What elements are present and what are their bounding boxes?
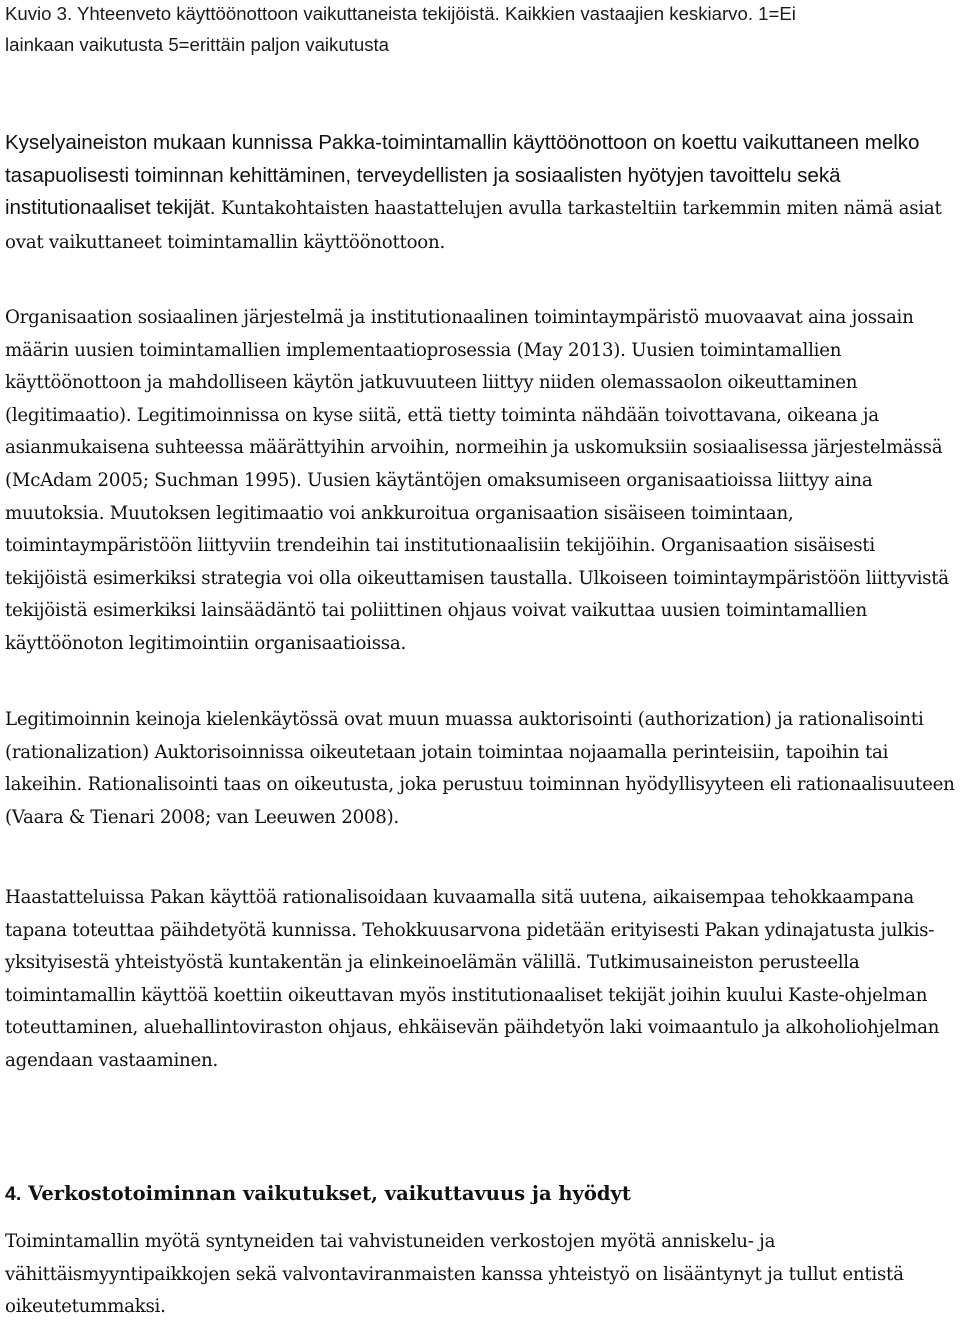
paragraph-legitimointi: Legitimoinnin keinoja kielenkäytössä ovat muun muassa auktorisointi (authorization) ja rationalisointi (rationalization) Auktorisoinnissa oikeutetaan jotain toimintaa nojaamalla perinteisiin, tapoihin tai lakeihin. Rationalisointi taas on oikeutusta, joka perustuu toiminnan hyödyllisyyteen eli rationaalisuuteen (Vaara & Tienari 2008; van Leeuwen 2008). [5,709,955,828]
figure-caption-line-2: lainkaan vaikutusta 5=erittäin paljon vaikutusta [5,34,389,55]
section-number: 4. [5,1183,22,1205]
paragraph-organisaatio: Organisaation sosiaalinen järjestelmä ja institutionaalinen toimintaympäristö muovaavat aina jossain määrin uusien toimintamallien implementaatioprosessia (May 2013). Uusien toimintamallien käyttöönottoon ja mahdolliseen käytön jatkuvuuteen liittyy niiden olemassaolon oikeuttaminen (legitimaatio). Legitimoinnissa on kyse siitä, että tietty toiminta nähdään toivottavana, oikeana ja asianmukaisena suhteessa määrättyihin arvoihin, normeihin ja uskomuksiin sosiaalisessa järjestelmässä (McAdam 2005; Suchman 1995). Uusien käytäntöjen omaksumiseen organisaatioissa liittyy aina muutoksia. Muutoksen legitimaatio voi ankkuroitua organisaation sisäiseen toimintaan, toimintaympäristöön liittyviin trendeihin tai institutionaalisiin tekijöihin. Organisaation sisäisesti tekijöistä esimerkiksi strategia voi olla oikeuttamisen taustalla. Ulkoiseen toimintaympäristöön liittyvistä tekijöistä esimerkiksi lainsäädäntö tai poliittinen ohjaus voivat vaikuttaa uusien toimintamallien käyttöönoton legitimointiin organisaatioissa. [5,307,949,654]
section-title: Verkostotoiminnan vaikutukset, vaikuttavuus ja hyödyt [28,1182,631,1205]
intro-paragraph [5,127,957,259]
paragraph-verkostot: Toimintamallin myötä syntyneiden tai vahvistuneiden verkostojen myötä anniskelu- ja vähittäismyyntipaikkojen sekä valvontaviranmaisten kanssa yhteistyö on lisääntynyt ja tullut entistä oikeutetummaksi. [5,1231,904,1318]
section-heading [5,1178,957,1210]
paragraph-haastattelut: Haastatteluissa Pakan käyttöä rationalisoidaan kuvaamalla sitä uutena, aikaisempaa tehokkaampana tapana toteuttaa päihdetyötä kunnissa. Tehokkuusarvona pidetään erityisesti Pakan ydinajatusta julkis-yksityisestä yhteistyöstä kuntakentän ja elinkeinoelämän välillä. Tutkimusaineiston perusteella toimintamallin käyttöä koettiin oikeuttavan myös institutionaaliset tekijät joihin kuului Kaste-ohjelman toteuttaminen, aluehallintoviraston ohjaus, ehkäisevän päihdetyön laki voimaantulo ja alkoholiohjelman agendaan vastaaminen. [5,887,940,1071]
figure-caption-line-1: Kuvio 3. Yhteenveto käyttöönottoon vaikuttaneista tekijöistä. Kaikkien vastaajien keskiarvo. 1=Ei [5,3,796,24]
intro-serif-text: Kuntakohtaisten haastattelujen avulla tarkasteltiin tarkemmin miten nämä asiat ovat vaikuttaneet toimintamallin käyttöönottoon. [5,198,942,253]
intro-sans-text: Kyselyaineiston mukaan kunnissa Pakka-toimintamallin käyttöönottoon on koettu vaikuttaneen melko tasapuolisesti toiminnan kehittäminen, terveydellisten ja sosiaalisten hyötyjen tavoittelu sekä institutionaaliset tekijät. [5,131,920,220]
